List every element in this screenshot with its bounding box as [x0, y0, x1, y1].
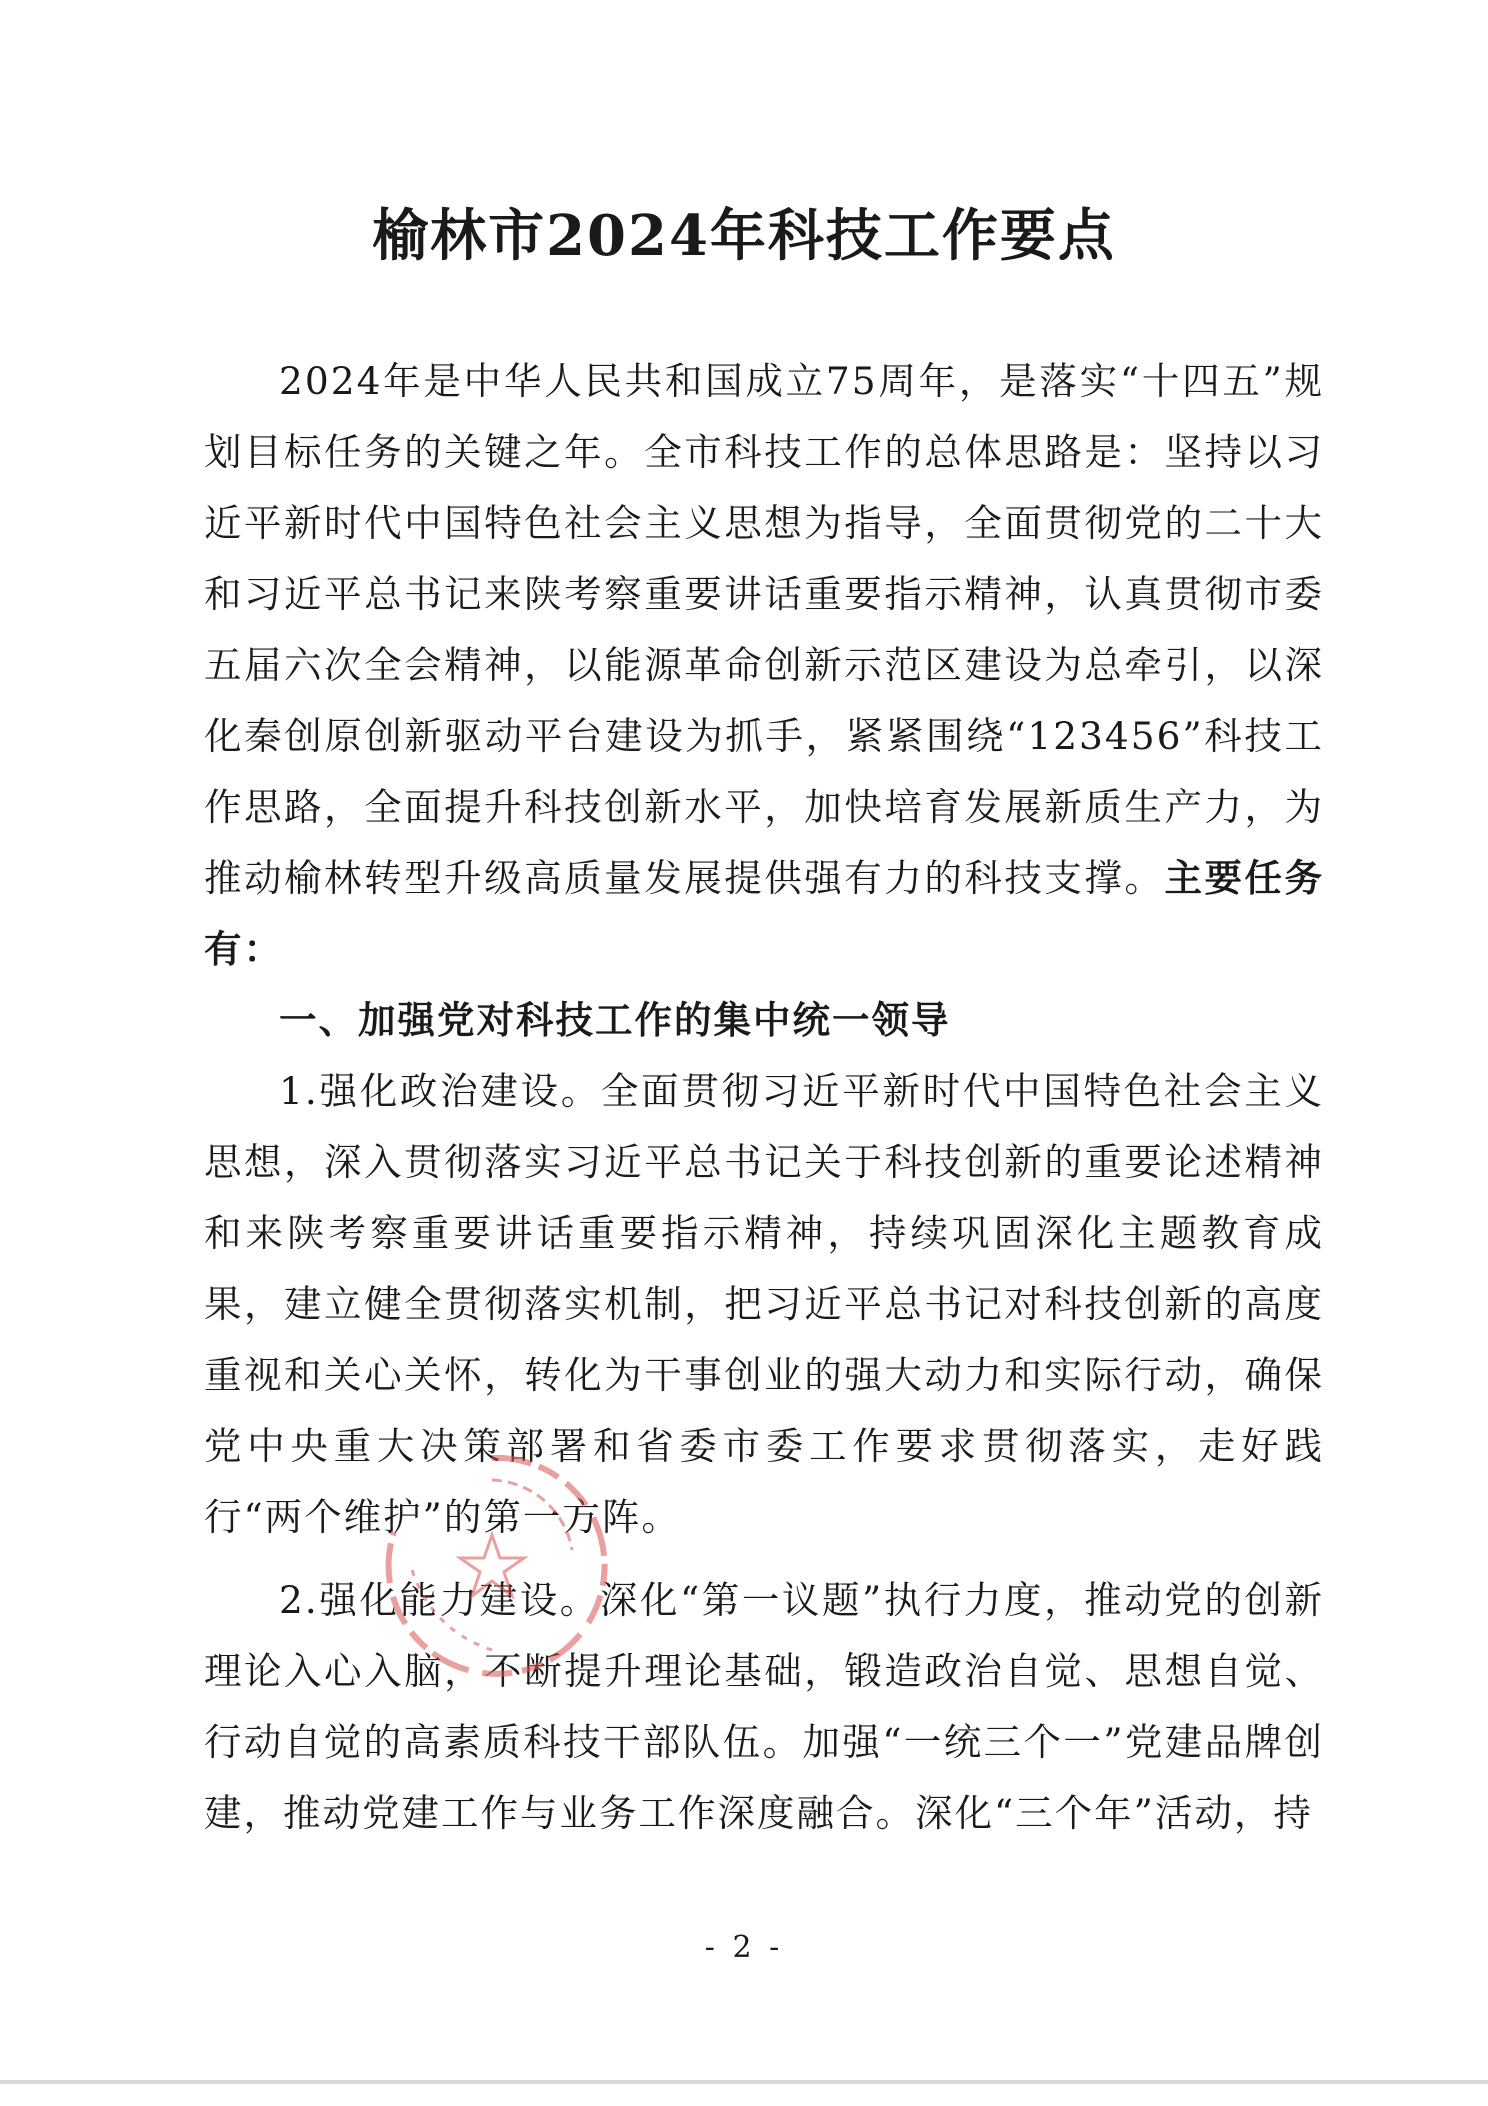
intro-strong-text: 主要任务有：: [204, 856, 1325, 971]
item1-paragraph: [204, 1056, 1324, 1553]
item2-paragraph: [204, 1565, 1324, 1849]
item2-text: 深化“第一议题”执行力度，推动党的创新理论入心入脑，不断提升理论基础，锻造政治自觉、思想自觉、行动自觉的高素质科技干部队伍。加强“一统三个一”党建品牌创建，推动党建工作与业务工作深度融合。深化“三个年”活动，持: [204, 1578, 1324, 1835]
page-number: - 2 -: [704, 1930, 784, 1965]
intro-text: 2024年是中华人民共和国成立75周年，是落实“十四五”规划目标任务的关键之年。全市科技工作的总体思路是：坚持以习近平新时代中国特色社会主义思想为指导，全面贯彻党的二十大和习近平总书记来陕考察重要讲话重要指示精神，认真贯彻市委五届六次全会精神，以能源革命创新示范区建设为总牵引，以深化秦创原创新驱动平台建设为抓手，紧紧围绕“123456”科技工作思路，全面提升科技创新水平，加快培育发展新质生产力，为推动榆林转型升级高质量发展提供强有力的科技支撑。: [204, 359, 1324, 900]
item2-lead: 2.强化能力建设。: [279, 1578, 600, 1622]
intro-paragraph: [204, 346, 1324, 985]
item1-text: 全面贯彻习近平新时代中国特色社会主义思想，深入贯彻落实习近平总书记关于科技创新的重要论述精神和来陕考察重要讲话重要指示精神，持续巩固深化主题教育成果，建立健全贯彻落实机制，把习近平总书记对科技创新的高度重视和关心关怀，转化为干事创业的强大动力和实际行动，确保党中央重大决策部署和省委市委工作要求贯彻落实，走好践行“两个维护”的第一方阵。: [204, 1069, 1325, 1539]
item1-lead: 1.强化政治建设。: [279, 1069, 601, 1113]
page-title: 榆林市2024年科技工作要点: [372, 203, 1116, 269]
page-bottom-edge: [0, 2080, 1488, 2084]
section-heading: 一、加强党对科技工作的集中统一领导: [279, 998, 951, 1042]
document-body: [204, 346, 1324, 1849]
